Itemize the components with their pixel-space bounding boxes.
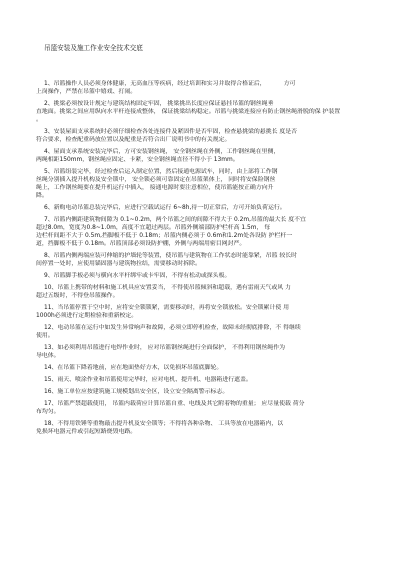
clause-line: 降。 (36, 193, 48, 199)
clause-18 (36, 420, 368, 436)
clause-14 (36, 364, 368, 372)
clause-12 (36, 324, 368, 340)
clause-5 (36, 168, 368, 200)
clause-line: 超过五级时，不得登吊篮操作。 (36, 293, 119, 299)
clause-line: 导电体。 (36, 353, 60, 359)
clause-17 (36, 400, 368, 416)
clause-line: 间停置一处时，应使用锚固器与建筑物拉结，需要移动时拆除。 (36, 261, 201, 267)
clause-11 (36, 304, 368, 320)
clause-line: 上岗操作，严禁在吊篮中嬉戏、打闹。 (36, 89, 137, 95)
clause-line: 10、吊篮上携带的材料和施工机具应安置妥当， 不得使吊篮倾斜和超载，遇有雷雨天气或风 力 (44, 285, 291, 291)
clause-9 (36, 272, 368, 280)
document-title: 吊篮安装及施工作业安全技术交底 (44, 44, 143, 52)
clause-4 (36, 148, 368, 164)
clause-line: 直地面。挑梁之间应用纵向水平杆连接成整体， 保证挑梁结构稳定。吊篮与挑梁连接应有防止钢丝绳滑脱的保 护装置 (36, 109, 341, 115)
clause-line: 11、当吊篮停置于空中时，应将安全锁锁紧，需要移动时，再将安全锁放松。安全锁累计使 用 (44, 305, 289, 311)
clause-line: 边栏杆间距不大于 0.5m,挡脚板不低于 0.18m；吊篮内侧必须于 0.6m和1.2m处各设防 护栏杆一 (36, 233, 293, 239)
clause-line: 18、不得用铁锤等重物敲击提升机及安全锁等；不得将各种杂物、 工具等放在电器箱内，以 (44, 421, 284, 427)
clause-line: 道，挡脚板不低于 0.18m。吊篮顶部必须设防护棚，外侧与两端用密目网封严。 (36, 241, 246, 247)
clause-line: 12、电动吊篮在运行中如发生异常响声和故障，必须立即停机检查，故障未经彻底排除，不 得继续 (44, 325, 301, 331)
clause-3 (36, 128, 368, 144)
clause-line: 5、吊篮组装完毕，经过检查后运入制定位置，然后接通电源试车，同时，由上部将工作钢 (44, 169, 278, 175)
clause-line: 。 (36, 117, 42, 123)
clause-line: 13、如必须利用吊篮进行电焊作业时， 应对吊篮钢丝绳进行全面保护， 不得利用钢丝绳作为 (44, 345, 285, 351)
clause-line: 6、新购电动吊篮总装完毕后，应进行空载试运行 6~8h,待一切正常后，方可开始负荷运行。 (44, 205, 286, 211)
clause-line: 17、吊篮严禁超载使用， 吊篮内载荷应计算吊篮自重、电线及其它附着物的重量； 应尽量使载 荷分 (44, 401, 305, 407)
clause-10 (36, 284, 368, 300)
clause-text: 1、吊篮操作人员必须身体健康，无高血压等疾病，经过培训和实习并取得合格证后， (44, 81, 266, 87)
clause-16 (36, 388, 368, 396)
clause-line: 4、屋面支承系统安装完毕后，方可安装钢丝绳， 安全钢丝绳在外侧，工作钢丝绳在里侧， (44, 149, 280, 155)
clause-7 (36, 216, 368, 248)
clause-line: 1000h必须进行定期检验和重新校定。 (36, 313, 138, 319)
clause-line: 2、挑梁必须按设计规定与建筑结构固定牢固， 挑梁挑出长度应保证悬挂吊篮的钢丝绳垂 (44, 101, 274, 107)
clause-line: 超过8.0m，宽度为0.8~1.0m，高度不宜超过两层。吊篮外侧端部防护栏杆高 1.5m， 每 (36, 225, 271, 231)
clause-line: 使用。 (36, 333, 54, 339)
clause-line: 符合要求，检查配重码放位置以及配重是否符合出厂说明书中的有关规定。 (36, 137, 231, 143)
clause-8 (36, 252, 368, 268)
clause-line: 14、在吊篮下降着地前，应在地面垫好方木，以免损坏吊篮底脚轮。 (44, 365, 223, 371)
clause-1 (36, 80, 368, 96)
clause-line: 免损坏电器元件或引起短路烧毁电路。 (36, 429, 137, 435)
clause-line: 3、安装屋面支承系统时必须仔细检查各处连接件及紧固件是否牢固，检查悬挑梁的悬挑长 度是否 (44, 129, 298, 135)
clause-line: 8、吊篮内侧两端应装可伸缩的护墙轮等装置，使吊篮与建筑物在工作状态时能靠紧，吊篮 较长时 (44, 253, 298, 259)
clause-6 (36, 204, 368, 212)
clause-line (36, 80, 368, 88)
clause-line: 9、吊篮脚手板必须与横向水平杆绑牢或卡牢固，不得有松动或探头板。 (44, 273, 231, 279)
clause-line: 15、雨天、喷涂作业和吊篮使用完毕时，应对电机、提升机、电器箱进行遮盖。 (44, 377, 252, 383)
clause-line: 布均匀。 (36, 409, 60, 415)
clause-line: 丝绳分别插入提升机构及安全锁中， 安全锁必须可靠固定在吊篮架体上， 同时将安保险钢丝 (36, 177, 276, 183)
clause-line: 两绳相距150mm，钢丝绳应固定、卡紧，安全钢丝绳直径不得小于 13mm。 (36, 157, 239, 163)
clause-15 (36, 376, 368, 384)
clause-line: 7、吊篮内侧距建筑物间隙为 0.1~0.2m，两个吊篮之间的间隙不得大于 0.2m,吊篮的最大长 度不宜 (44, 217, 306, 223)
clause-2 (36, 100, 368, 124)
clause-trailing-word: 方可 (283, 81, 296, 87)
document-body (36, 80, 368, 440)
clause-13 (36, 344, 368, 360)
clause-line: 16、施工单位应按建筑施工规模划出安全区，设立安全隔离警示标志。 (44, 389, 229, 395)
clause-line: 绳上，工作钢丝绳要在提升机运行中插入， 接通电源时要注意相位，使吊篮能按正确方向升 (36, 185, 274, 191)
